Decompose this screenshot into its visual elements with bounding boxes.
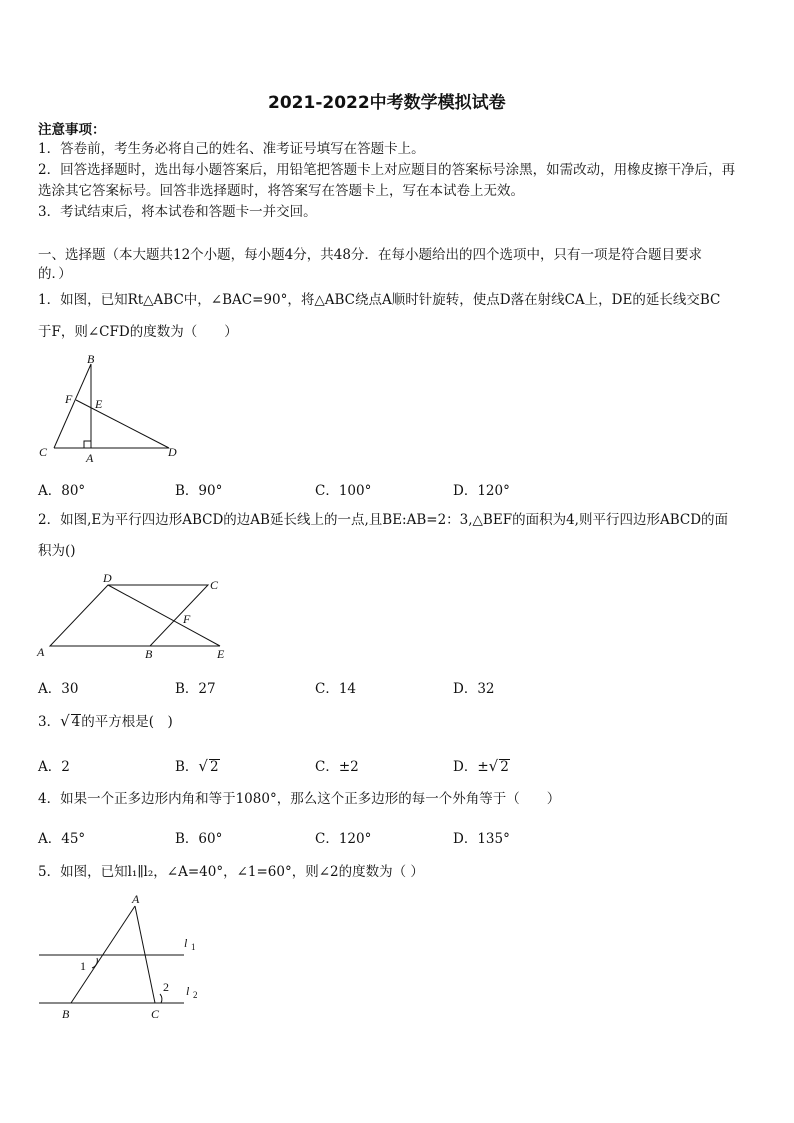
q1-option-b: B．90° (175, 483, 223, 499)
q1-label-b: B (87, 352, 95, 366)
q3-option-d (453, 755, 510, 775)
q5-label-angle2: 2 (163, 980, 169, 994)
line-de (108, 585, 220, 646)
q4-option-d: D．135° (453, 831, 510, 847)
radical-sign-icon: √ (488, 757, 499, 775)
q1-stem: 1．如图，已知Rt△ABC中，∠BAC=90°，将△ABC绕点A顺时针旋转，使点D落在射线CA上，DE的延长线交BC (38, 292, 721, 308)
section-heading: 一、选择题（本大题共12个小题，每小题4分，共48分．在每小题给出的四个选项中，只有一项是符合题目要求 (38, 247, 702, 263)
q2-label-a: A (37, 645, 45, 659)
q5-label-l2: l (186, 984, 190, 998)
q5-label-l1-sub: 1 (191, 942, 196, 952)
notice-item-1: 1．答卷前，考生务必将自己的姓名、准考证号填写在答题卡上。 (38, 141, 425, 157)
q2-figure (34, 568, 244, 666)
q2-stem: 2．如图,E为平行四边形ABCD的边AB延长线上的一点,且BE:AB=2：3,△BEF的面积为4,则平行四边形ABCD的面 (38, 512, 729, 528)
q1-label-c: C (39, 445, 48, 459)
q4-stem: 4．如果一个正多边形内角和等于1080°，那么这个正多边形的每一个外角等于（ ） (38, 791, 561, 807)
q3-option-d-radicand: 2 (500, 759, 509, 775)
q4-option-b: B．60° (175, 831, 223, 847)
q2-label-b: B (145, 647, 153, 661)
q3-option-d-label: D．± (453, 759, 489, 775)
q5-label-l1: l (184, 936, 188, 950)
q3-option-b-radicand: 2 (209, 759, 219, 775)
q5-label-c: C (151, 1007, 160, 1021)
q2-option-a: A．30 (38, 681, 79, 697)
q5-label-angle1: 1 (80, 959, 86, 973)
q3-stem (38, 712, 173, 731)
q3-number: 3． (38, 714, 61, 730)
q2-label-f: F (183, 612, 191, 626)
q5-label-a: A (132, 892, 140, 906)
q3-option-c: C．±2 (315, 759, 359, 775)
q2-option-b: B．27 (175, 681, 216, 697)
q2-label-e: E (217, 647, 225, 661)
section-heading-cont: 的．） (38, 266, 72, 282)
q3-option-b (175, 755, 220, 775)
q5-label-b: B (62, 1007, 70, 1021)
notice-item-2: 2．回答选择题时，选出每小题答案后，用铅笔把答题卡上对应题目的答案标号涂黑，如需改动，用橡皮擦干净后，再 (38, 162, 736, 178)
q1-option-a: A．80° (38, 483, 86, 499)
q1-label-f: F (65, 392, 73, 406)
q3-stem-text: 的平方根是( ) (81, 714, 173, 730)
q1-label-d: D (168, 445, 177, 459)
q2-option-d: D．32 (453, 681, 495, 697)
q1-option-c: C．100° (315, 483, 372, 499)
q1-label-a: A (86, 451, 94, 465)
right-angle-mark (84, 441, 91, 448)
q5-figure (34, 888, 209, 1028)
angle-2-arc (160, 994, 162, 1003)
radical-sign-icon: √ (198, 757, 208, 775)
notice-item-3: 3．考试结束后，将本试卷和答题卡一并交回。 (38, 204, 317, 220)
notice-item-2-cont: 选涂其它答案标号。回答非选择题时，将答案写在答题卡上，写在本试卷上无效。 (38, 183, 524, 199)
q4-option-a: A．45° (38, 831, 86, 847)
angle-1-arc (92, 958, 97, 968)
radical-sign-icon: √ (60, 712, 70, 730)
q3-option-a: A．2 (38, 759, 70, 775)
q1-option-d: D．120° (453, 483, 510, 499)
page-title: 2021-2022中考数学模拟试卷 (268, 93, 506, 113)
q2-label-d: D (103, 571, 112, 585)
q4-option-c: C．120° (315, 831, 372, 847)
q3-option-b-label: B． (175, 759, 199, 775)
q2-stem-cont: 积为() (38, 543, 76, 559)
q5-label-l2-sub: 2 (193, 990, 198, 1000)
q2-option-c: C．14 (315, 681, 357, 697)
notice-heading: 注意事项： (38, 122, 106, 138)
line-bc (54, 364, 91, 448)
q3-radicand: 4 (71, 714, 81, 730)
q5-stem: 5．如图，已知l₁∥l₂，∠A=40°，∠1=60°，则∠2的度数为（ ） (38, 864, 424, 880)
q2-label-c: C (210, 578, 219, 592)
q1-figure (36, 350, 186, 465)
q1-stem-cont: 于F，则∠CFD的度数为（ ） (38, 324, 238, 340)
q1-label-e: E (95, 397, 103, 411)
